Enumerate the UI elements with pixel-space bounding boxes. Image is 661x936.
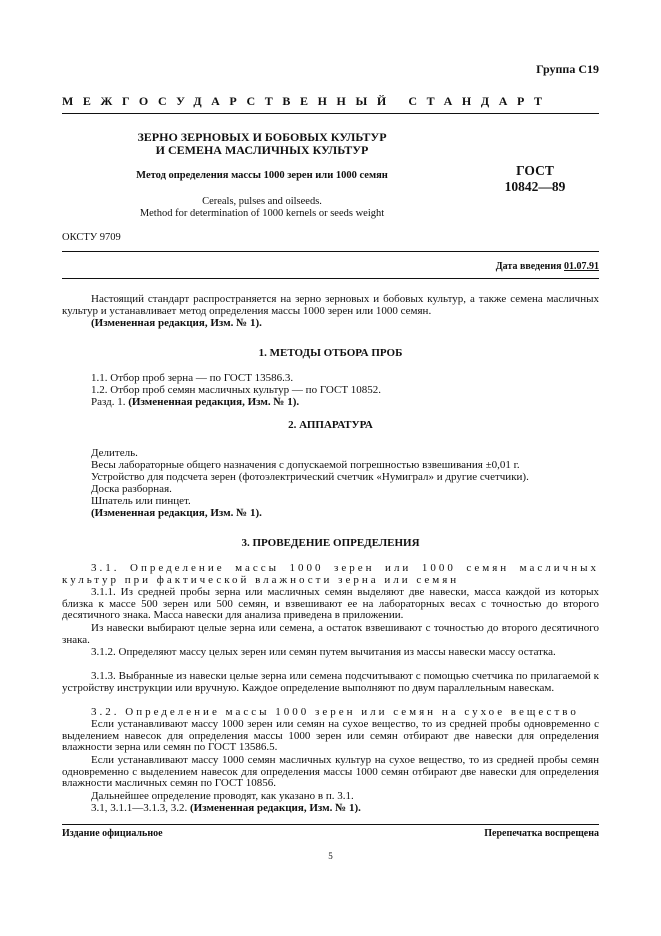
clause-3-2: 3.2. Определение массы 1000 зерен или семян на сухое вещество [91,706,579,718]
title-line-2: И СЕМЕНА МАСЛИЧНЫХ КУЛЬТУР [155,143,369,157]
oksu-code: ОКСТУ 9709 [62,232,121,243]
section-1-amend-prefix: Разд. 1. [91,396,126,408]
footer-divider [62,824,599,825]
clause-3-2-b: Если устанавливают массу 1000 семян масличных культур на сухое вещество, то из средней пробы семян одновременно с выделением навесок для определения массы 1000 семян отбирают две навески для определения влажности масличных семян по ГОСТ 10856. [62,754,599,790]
english-title-line-2: Method for determination of 1000 kernels or seeds weight [139,208,385,219]
footer-official-edition: Издание официальное [62,828,163,839]
apparatus-item: Шпатель или пинцет. [91,495,191,507]
section-2-amendment: (Измененная редакция, Изм. № 1). [91,507,262,519]
english-title [62,196,462,220]
section-1-item-1: 1.1. Отбор проб зерна — по ГОСТ 13586.3. [91,372,294,384]
section-3-amendment [91,803,361,815]
section-3-amend-text: (Измененная редакция, Изм. № 1). [190,802,361,814]
effective-date-label: Дата введения [495,261,562,272]
clause-3-1: 3.1. Определение массы 1000 зерен или 1000 семян масличных культур при фактической влажности зерна или семян [62,562,599,586]
page-number: 5 [328,851,333,861]
effective-date-value: 01.07.91 [564,261,599,272]
document-subtitle: Метод определения массы 1000 зерен или 1000 семян [136,170,388,181]
footer-reprint-notice: Перепечатка воспрещена [484,828,599,839]
section-3-amend-prefix: 3.1, 3.1.1—3.1.3, 3.2. [91,802,188,814]
section-1-amend-text: (Измененная редакция, Изм. № 1). [128,396,300,408]
date-divider [62,278,599,279]
clause-3-1-3: 3.1.3. Выбранные из навески целые зерна или семена подсчитывают с помощью счетчика по прилагаемой к устройству инструкции или вручную. Каждое определение выполняют по двум параллельным навескам. [62,670,599,694]
gost-code: 10842—89 [504,179,566,194]
intro-text: Настоящий стандарт распространяется на зерно зерновых и бобовых культур, а также семена масличных культур и устанавливает метод определения массы 1000 зерен или 1000 семян. [62,293,599,317]
gost-label: ГОСТ [516,163,554,178]
apparatus-item: Доска разборная. [91,483,172,495]
standard-banner: МЕЖГОСУДАРСТВЕННЫЙ СТАНДАРТ [62,94,552,108]
group-code: Группа С19 [536,62,599,76]
clause-3-1-2: 3.1.2. Определяют массу целых зерен или семян путем вычитания из массы навески массу остатка. [91,646,556,658]
section-1-amendment [91,397,299,409]
clause-3-2-a: Если устанавливают массу 1000 зерен или семян на сухое вещество, то из средней пробы одновременно с выделением навесок для определения массы 1000 зерен или семян отбирают две навески для определения влажности зерна или семян по ГОСТ 13586.5. [62,718,599,754]
section-3-heading: 3. ПРОВЕДЕНИЕ ОПРЕДЕЛЕНИЯ [241,537,420,549]
clause-3-1-1: 3.1.1. Из средней пробы зерна или масличных семян выделяют две навески, масса каждой из которых близка к массе 500 зерен или 500 семян, и взвешивают ее на лабораторных весах с точностью до второго десятичного знака. Масса навески для анализа приведена в приложении. [62,586,599,622]
meta-divider [62,251,599,252]
effective-date [496,261,599,272]
english-title-line-1: Cereals, pulses and oilseeds. [202,196,322,207]
gost-number [470,163,600,195]
section-1-item-2: 1.2. Отбор проб семян масличных культур — по ГОСТ 10852. [91,384,382,396]
apparatus-item: Весы лабораторные общего назначения с допускаемой погрешностью взвешивания ±0,01 г. [91,459,520,471]
header-divider [62,113,599,114]
apparatus-item: Делитель. [91,447,138,459]
document-title [62,131,462,157]
title-line-1: ЗЕРНО ЗЕРНОВЫХ И БОБОВЫХ КУЛЬТУР [137,130,387,144]
apparatus-item: Устройство для подсчета зерен (фотоэлектрический счетчик «Нумиграл» и другие счетчики). [91,471,529,483]
section-2-heading: 2. АППАРАТУРА [288,419,373,431]
section-1-heading: 1. МЕТОДЫ ОТБОРА ПРОБ [258,347,403,359]
intro-paragraph [62,294,599,317]
intro-amendment: (Измененная редакция, Изм. № 1). [91,317,262,329]
clause-3-1-1-cont: Из навески выбирают целые зерна или семена, а остаток взвешивают с точностью до второго десятичного знака. [62,622,599,646]
clause-3-2-c: Дальнейшее определение проводят, как указано в п. 3.1. [91,790,354,802]
